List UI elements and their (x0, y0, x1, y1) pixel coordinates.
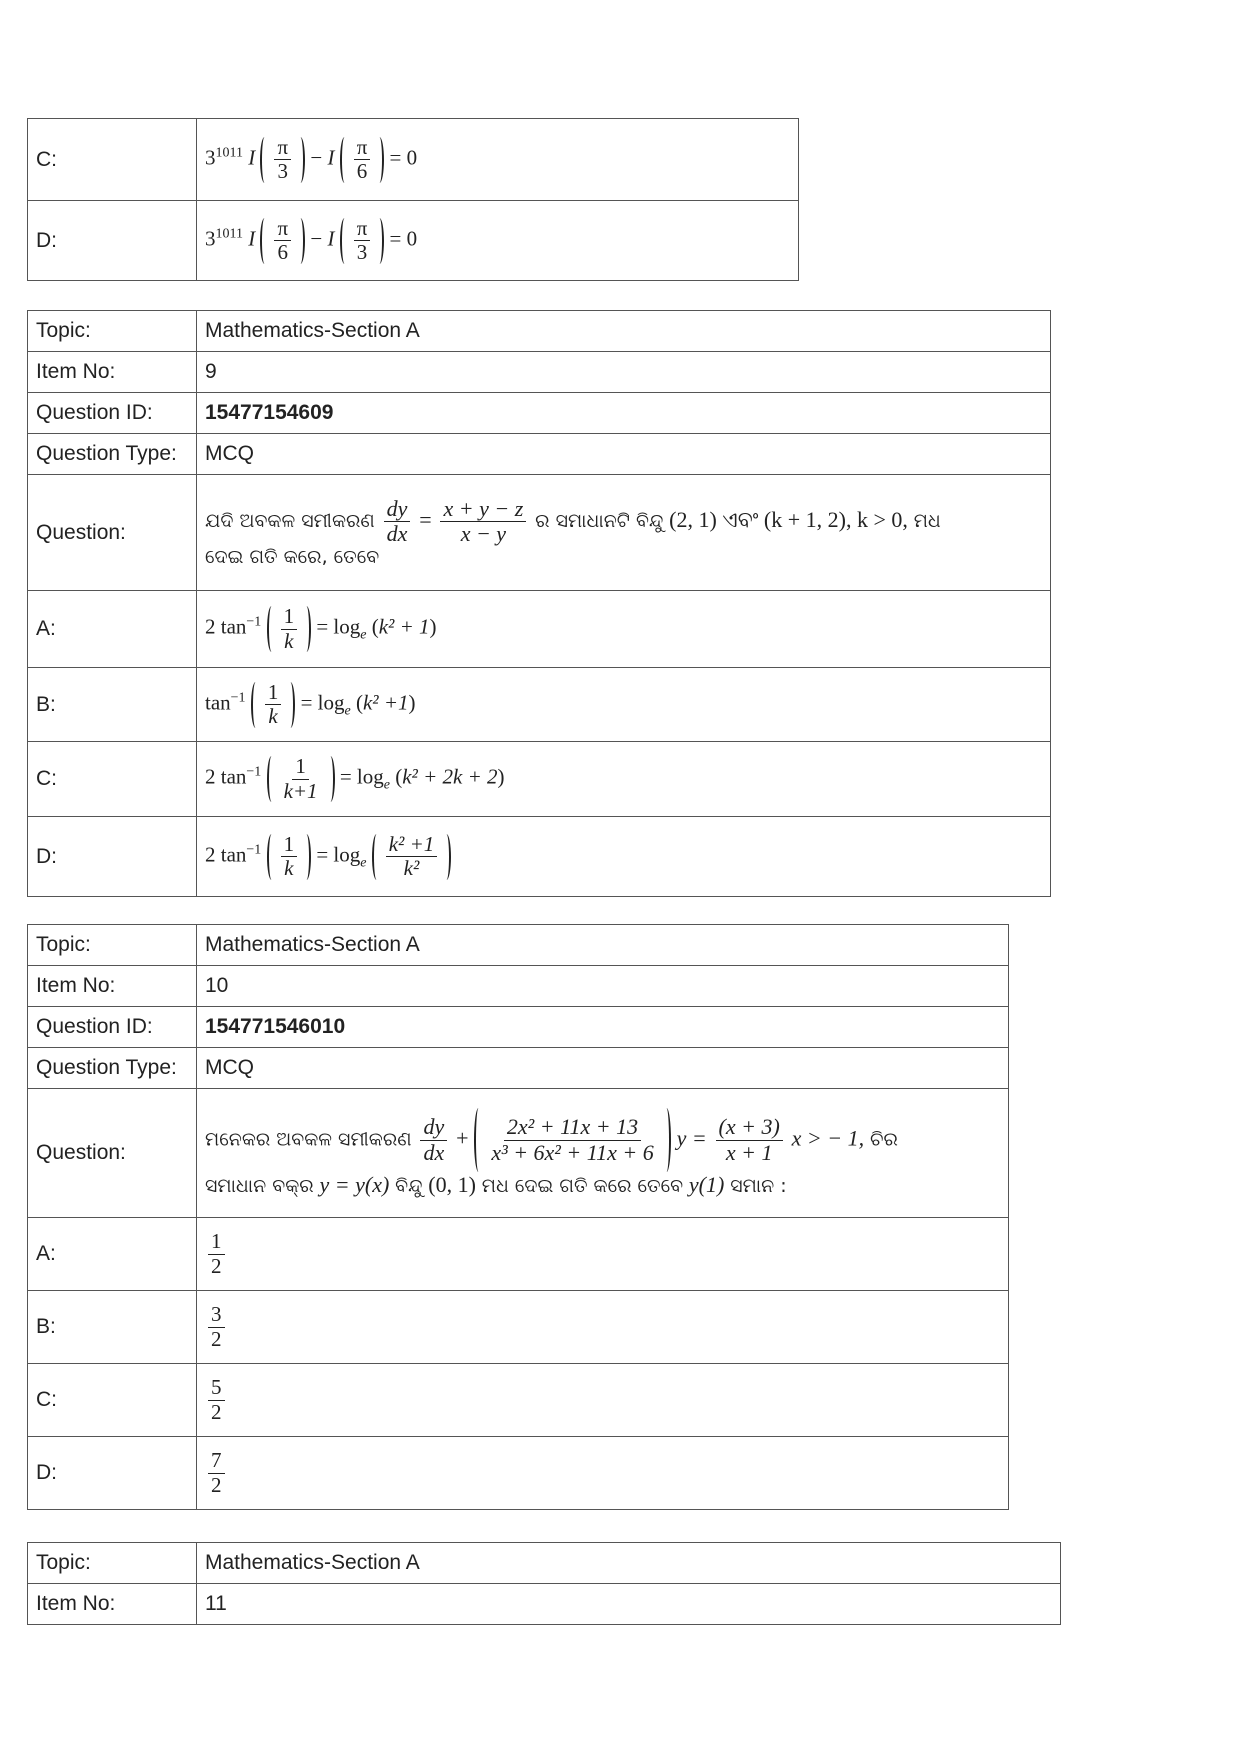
qtype-row (28, 434, 1051, 475)
qtype-row (28, 1048, 1009, 1089)
topic-row (28, 925, 1009, 966)
option-label: D: (28, 817, 197, 897)
option-d-formula: $3^{1011}$ I $\frac{\pi}{6}$ − I $\frac{\pi}{3}$ = 0 (197, 201, 799, 281)
item-row (28, 1584, 1061, 1625)
item-label: Item No: (28, 1584, 197, 1625)
item-row (28, 966, 1009, 1007)
question-8-options-table (27, 118, 799, 281)
topic-row (28, 1543, 1061, 1584)
topic-label: Topic: (28, 1543, 197, 1584)
option-b-value: $\frac{3}{2}$ (197, 1291, 1009, 1364)
qid-label: Question ID: (28, 393, 197, 434)
item-label: Item No: (28, 352, 197, 393)
option-row-a (28, 1218, 1009, 1291)
option-a-formula: 2 $\tan^{-1}$ $\frac{1}{k}$ = $\log_e (k^2 + 1)$ (197, 591, 1051, 668)
topic-value: Mathematics-Section A (197, 925, 1009, 966)
item-label: Item No: (28, 966, 197, 1007)
qtype-value: MCQ (197, 434, 1051, 475)
option-a-value: $\frac{1}{2}$ (197, 1218, 1009, 1291)
item-value: 10 (197, 966, 1009, 1007)
option-label: C: (28, 742, 197, 817)
option-row-b (28, 1291, 1009, 1364)
topic-value: Mathematics-Section A (197, 1543, 1061, 1584)
option-b-formula: $\tan^{-1}$ $\frac{1}{k}$ = $\log_e (k^2 +1)$ (197, 668, 1051, 742)
option-d-formula: 2 $\tan^{-1}$ $\frac{1}{k}$ = $\log_e$ $\frac{\text{k² +1}}{\text{k²}}$ (197, 817, 1051, 897)
option-label: A: (28, 1218, 197, 1291)
qtype-value: MCQ (197, 1048, 1009, 1089)
option-row-d (28, 1437, 1009, 1510)
item-value: 11 (197, 1584, 1061, 1625)
qid-value: 15477154609 (197, 393, 1051, 434)
option-row-d (28, 817, 1051, 897)
question-10-table (27, 924, 1009, 1510)
option-label: C: (28, 1364, 197, 1437)
qid-value: 154771546010 (197, 1007, 1009, 1048)
topic-value: Mathematics-Section A (197, 311, 1051, 352)
question-body: ଯଦି ଅବକଳ ସମୀକରଣ $\frac{dy}{dx}$ = $\frac{x + y - z}{x - y}$ ର ସମାଧାନଟି ବିନ୍ଦୁ (2, 1) ଏବଂ (k + 1, 2), k > 0, ମଧ ଦେଇ ଗତି କରେ, ତେବେ (197, 475, 1051, 591)
question-row (28, 475, 1051, 591)
item-value: 9 (197, 352, 1051, 393)
option-row-c (28, 742, 1051, 817)
option-row-c (28, 1364, 1009, 1437)
option-label: D: (28, 201, 197, 281)
question-row (28, 1089, 1009, 1218)
question-9-table (27, 310, 1051, 897)
qtype-label: Question Type: (28, 1048, 197, 1089)
qid-label: Question ID: (28, 1007, 197, 1048)
question-label: Question: (28, 1089, 197, 1218)
option-label: D: (28, 1437, 197, 1510)
option-row-a (28, 591, 1051, 668)
qid-row (28, 1007, 1009, 1048)
option-d-value: $\frac{7}{2}$ (197, 1437, 1009, 1510)
option-label: C: (28, 119, 197, 201)
option-c-formula: $3^{1011}$ I $\frac{\pi}{3}$ − I $\frac{\pi}{6}$ = 0 (197, 119, 799, 201)
topic-label: Topic: (28, 925, 197, 966)
question-11-table (27, 1542, 1061, 1625)
qid-row (28, 393, 1051, 434)
topic-row (28, 311, 1051, 352)
qtype-label: Question Type: (28, 434, 197, 475)
option-row-d (28, 201, 799, 281)
question-body: ମନେକର ଅବକଳ ସମୀକରଣ $\frac{dy}{dx}$ + $\frac{\text{2x² + 11x + 13}}{\text{x³ + 6x² + 11x + 6}}$ y = $\frac{(x + 3)}{x + 1}$ x > − 1, ଚିର ସମାଧାନ ବକ୍ର y = y(x) ବିନ୍ଦୁ (0, 1) ମଧ ଦେଇ ଗତି କରେ ତେବେ y(1) ସମାନ : (197, 1089, 1009, 1218)
option-label: B: (28, 1291, 197, 1364)
option-label: B: (28, 668, 197, 742)
item-row (28, 352, 1051, 393)
option-row-b (28, 668, 1051, 742)
option-c-value: $\frac{5}{2}$ (197, 1364, 1009, 1437)
option-c-formula: 2 $\tan^{-1}$ $\frac{1}{k+1}$ = $\log_e (k^2 + 2k + 2)$ (197, 742, 1051, 817)
option-label: A: (28, 591, 197, 668)
option-row-c (28, 119, 799, 201)
topic-label: Topic: (28, 311, 197, 352)
question-label: Question: (28, 475, 197, 591)
